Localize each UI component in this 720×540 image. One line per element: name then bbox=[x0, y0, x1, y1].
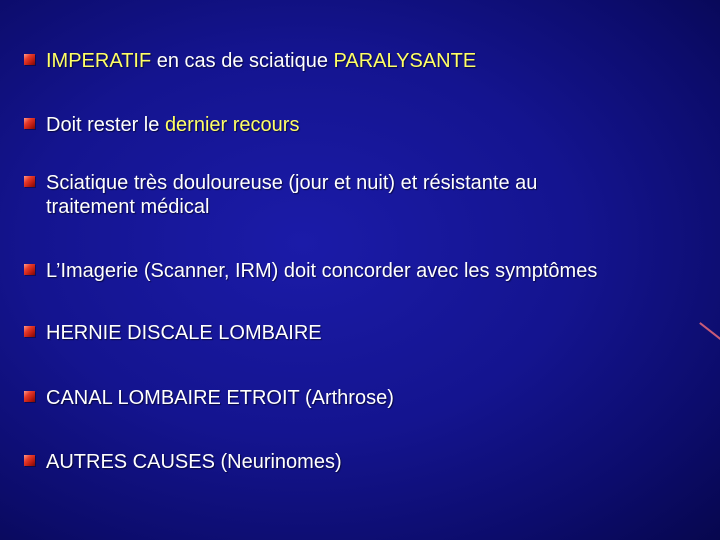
bullet-item-imagerie bbox=[24, 259, 714, 283]
bullet-item-imperatif bbox=[24, 49, 714, 73]
bullet-text bbox=[46, 113, 299, 137]
bullet-square-icon bbox=[24, 118, 35, 129]
plain-text: Doit rester le bbox=[46, 114, 165, 136]
highlight-text: dernier recours bbox=[164, 114, 300, 136]
highlight-text: IMPERATIF bbox=[46, 50, 152, 72]
plain-text: en cas de sciatique bbox=[151, 50, 334, 72]
bullet-square-icon bbox=[24, 326, 35, 337]
bullet-item-hernie bbox=[24, 321, 714, 345]
highlight-text: PARALYSANTE bbox=[333, 50, 477, 72]
bullet-square-icon bbox=[24, 176, 35, 187]
bullet-text bbox=[46, 171, 537, 219]
bullet-text: HERNIE DISCALE LOMBAIRE bbox=[46, 322, 322, 344]
bullet-square-icon bbox=[24, 455, 35, 466]
bullet-item-dernier-recours bbox=[24, 113, 714, 137]
bullet-line-1: Sciatique très douloureuse (jour et nuit) et résistante au bbox=[46, 172, 538, 194]
bullet-text: L’Imagerie (Scanner, IRM) doit concorder avec les symptômes bbox=[46, 260, 598, 282]
bullet-square-icon bbox=[24, 264, 35, 275]
bullet-square-icon bbox=[24, 391, 35, 402]
bullet-line-2: traitement médical bbox=[46, 196, 210, 218]
bullet-item-canal bbox=[24, 386, 714, 410]
bullet-text bbox=[46, 49, 476, 73]
bullet-item-sciatique bbox=[24, 171, 714, 219]
bullet-text: CANAL LOMBAIRE ETROIT (Arthrose) bbox=[46, 387, 394, 409]
bullet-item-autres-causes bbox=[24, 450, 714, 474]
bullet-square-icon bbox=[24, 54, 35, 65]
bullet-text: AUTRES CAUSES (Neurinomes) bbox=[46, 451, 342, 473]
